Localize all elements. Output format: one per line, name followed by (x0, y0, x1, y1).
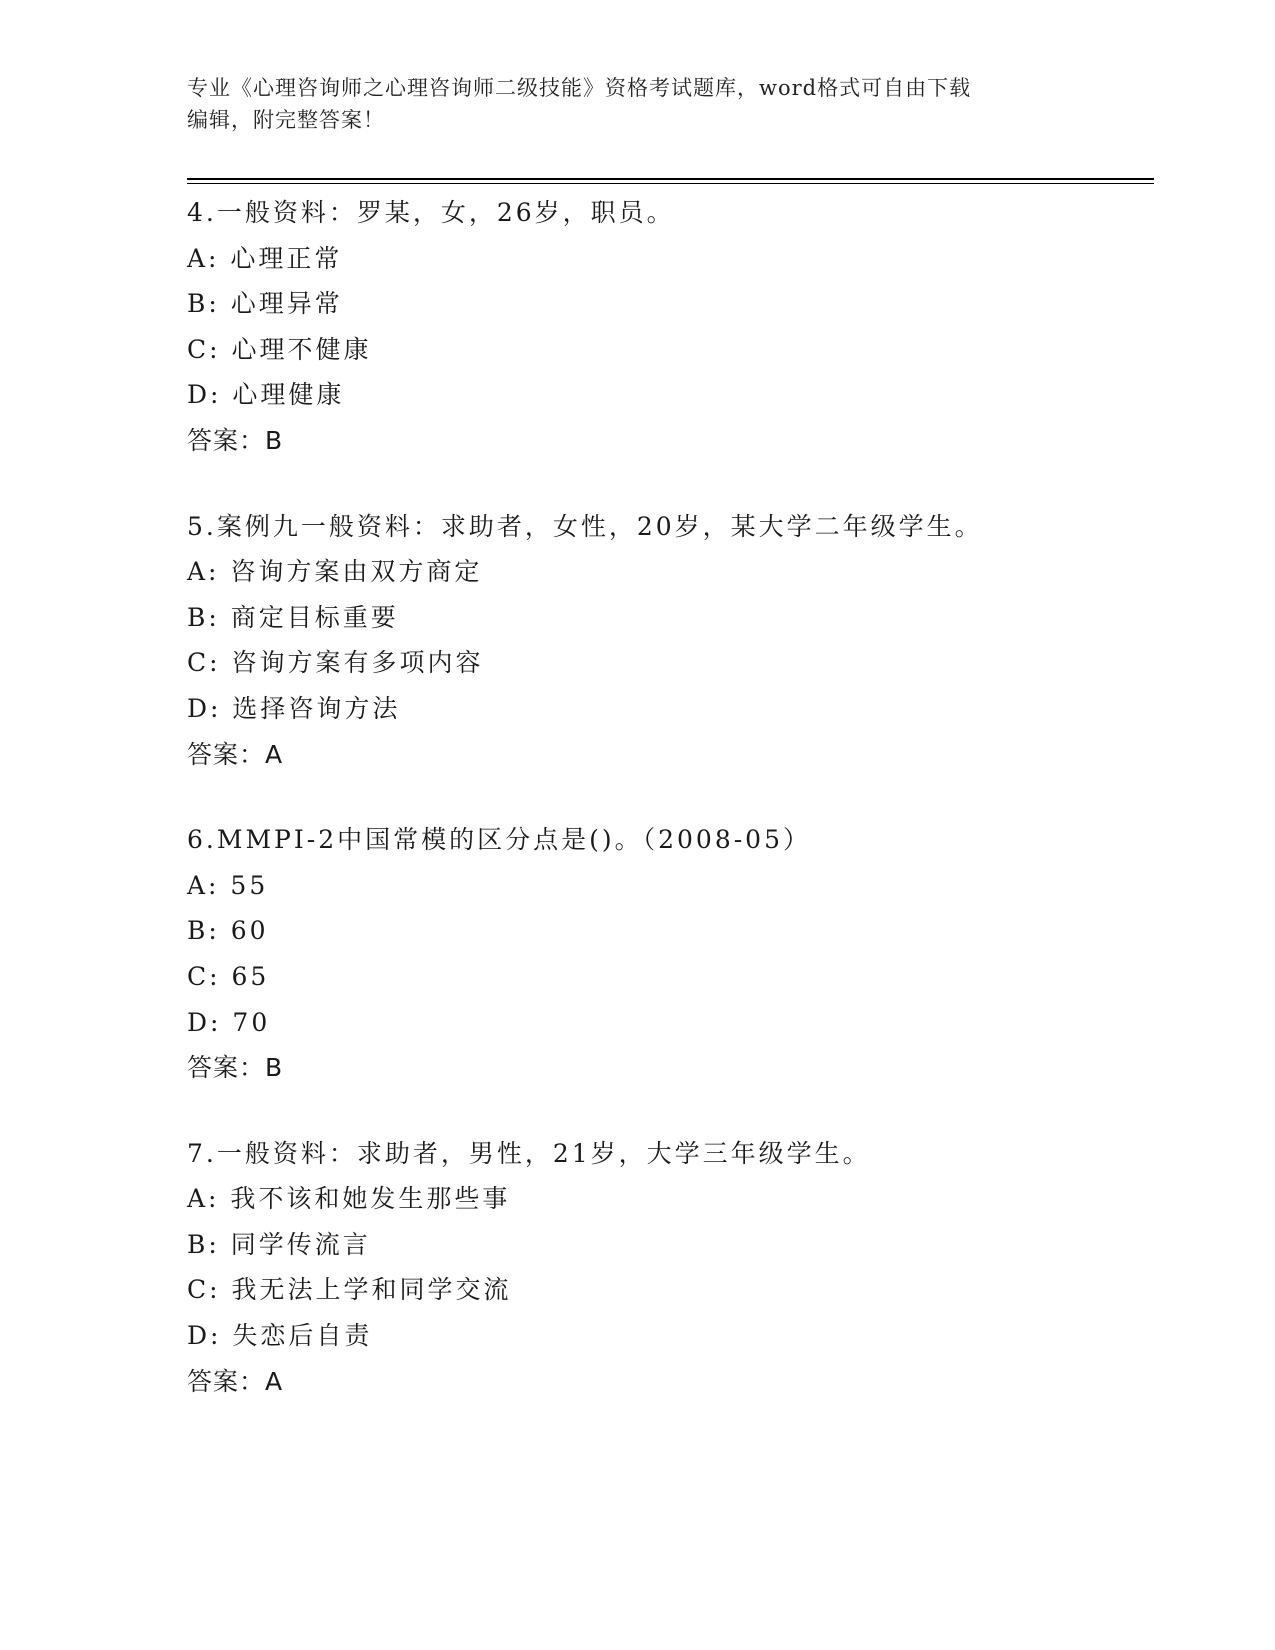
option-a: A: 心理正常 (187, 243, 343, 273)
answer-text: 答案：A (187, 1366, 284, 1396)
option-c: C: 我无法上学和同学交流 (187, 1275, 512, 1305)
question-7 (187, 1131, 1154, 1405)
option-b: B: 同学传流言 (187, 1229, 371, 1259)
option-d: D: 失恋后自责 (187, 1321, 373, 1351)
option-a: A: 我不该和她发生那些事 (187, 1184, 511, 1214)
header-divider-thick (187, 178, 1154, 180)
question-list (187, 190, 1154, 1444)
option-a: A: 咨询方案由双方商定 (187, 557, 483, 587)
question-stem: 5.案例九一般资料：求助者，女性，20岁，某大学二年级学生。 (187, 511, 983, 541)
option-b: B: 60 (187, 916, 269, 946)
question-stem: 6.MMPI-2中国常模的区分点是()。（2008-05） (187, 825, 811, 855)
option-c: C: 咨询方案有多项内容 (187, 648, 484, 678)
option-d: D: 心理健康 (187, 380, 345, 410)
question-5 (187, 504, 1154, 778)
option-d: D: 70 (187, 1007, 271, 1037)
option-b: B: 心理异常 (187, 289, 343, 319)
question-stem: 4.一般资料：罗某，女，26岁，职员。 (187, 198, 675, 227)
answer-text: 答案：A (187, 739, 284, 769)
option-c: C: 心理不健康 (187, 334, 372, 364)
question-stem: 7.一般资料：求助者，男性，21岁，大学三年级学生。 (187, 1138, 871, 1168)
answer-text: 答案：B (187, 1053, 284, 1083)
option-b: B: 商定目标重要 (187, 602, 399, 632)
header-line-1: 专业《心理咨询师之心理咨询师二级技能》资格考试题库，word格式可自由下载 (187, 76, 972, 100)
question-6 (187, 817, 1154, 1091)
option-c: C: 65 (187, 961, 270, 991)
option-a: A: 55 (187, 870, 269, 900)
document-header (187, 72, 1067, 136)
question-4 (187, 190, 1154, 464)
header-line-2: 编辑，附完整答案！ (187, 108, 385, 132)
header-divider-thin (187, 183, 1154, 184)
option-d: D: 选择咨询方法 (187, 693, 401, 723)
answer-text: 答案：B (187, 425, 284, 455)
